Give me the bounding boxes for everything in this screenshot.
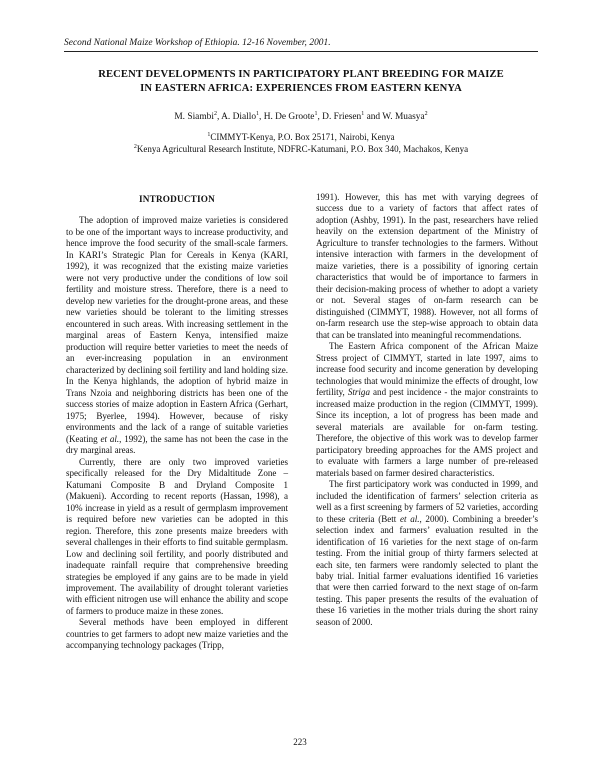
body-paragraph: Several methods have been employed in different countries to get farmers to adopt new maize varieties and the accompanying technology packages (Tripp, [66, 617, 288, 651]
affiliation-line [64, 144, 538, 156]
author-affiliation-marker: 2 [213, 110, 217, 117]
body-paragraph: 1991). However, this has met with varying degrees of success due to a variety of factors that affect rates of adoption (Ashby, 1991). In the past, researchers have relied heavily on the extension department of the Ministry of Agriculture to transfer technologies to the farmers. Without intensive interaction with farmers in the development of maize varieties, there is a possibility of ignoring certain characteristics that would be of importance to farmers in their decision-making process of whether to adopt a variety or not. Several stages of on-farm research can be distinguished (CIMMYT, 1988). However, not all forms of on-farm research use the step-wise approach to obtain data that can be translated into meaningful recommendations. [316, 192, 538, 340]
author-name: M. Siambi [174, 112, 214, 122]
author-list: M. Siambi$^2$, A. Diallo$^1$, H. De Groote$^1$, D. Friesen$^1$ and W. Muasya$^2$ [174, 110, 428, 122]
affiliation-text: CIMMYT-Kenya, P.O. Box 25171, Nairobi, Kenya [210, 132, 395, 142]
body-paragraph: The Eastern Africa component of the African Maize Stress project of CIMMYT, started in late 1997, aims to increase food security and income generation by developing technologies that would minimize the effects of drought, low fertility, Striga and pest incidence - the major constraints to increased maize production in the region (CIMMYT, 1999). Since its inception, a lot of progress has been made and several materials are available for on-farm testing. Therefore, the objective of this work was to develop farmer participatory breeding approaches for the AMS project and to evaluate with farmers a large number of pre-released materials based on farmer desired characteristics. [316, 341, 538, 478]
author-affiliation-marker: 1 [256, 110, 260, 117]
header-rule [64, 51, 538, 52]
author-name: W. Muasya [382, 112, 425, 122]
affiliation-text: Kenya Agricultural Research Institute, NDFRC-Katumani, P.O. Box 340, Machakos, Kenya [136, 143, 469, 154]
running-header: Second National Maize Workshop of Ethiopia. 12-16 November, 2001. [64, 38, 331, 48]
affiliation-marker: 1 [207, 132, 211, 138]
affiliation-line [64, 132, 538, 144]
page-number: 223 [293, 737, 307, 747]
title-line-2: IN EASTERN AFRICA: EXPERIENCES FROM EASTERN KENYA [140, 82, 462, 94]
body-paragraph: The first participatory work was conducted in 1999, and included the identification of farmers’ selection criteria as well as a first screening by farmers of 52 varieties, according to these criteria (Bett et al., 2000). Combining a breeder’s selection index and farmers’ evaluation resulted in the identification of 16 varieties for the next stage of on-farm testing. From the initial group of thirty farmers selected at each site, ten farmers were randomly selected to plant the baby trial. Initial farmer evaluations identified 16 varieties that were then carried forward to the next stage of on-farm testing. This paper presents the results of the evaluation of these 16 varieties in the mother trials during the short rainy season of 2000. [316, 479, 539, 627]
affiliation-marker: 2 [133, 143, 137, 150]
section-heading-introduction: INTRODUCTION [139, 194, 215, 204]
author-name: D. Friesen [322, 112, 362, 122]
title-line-1: RECENT DEVELOPMENTS IN PARTICIPATORY PLANT BREEDING FOR MAIZE [98, 69, 504, 80]
author-affiliation-marker: 1 [314, 110, 318, 117]
author-name: H. De Groote [263, 112, 315, 122]
author-name: A. Diallo [221, 112, 257, 122]
right-column [316, 192, 538, 628]
author-affiliation-marker: 1 [361, 110, 365, 117]
affiliation-list [64, 132, 538, 156]
paper-title [64, 68, 538, 95]
author-affiliation-marker: 2 [424, 110, 428, 117]
body-paragraph: Currently, there are only two improved varieties specifically released for the Dry Midaltitude Zone – Katumani Composite B and Dryland Composite 1 (Makueni). According to recent reports (Hassan, 1998), a 10% increase in yield as a result of germplasm improvement is required before new varieties can be adopted in this region. Therefore, this zone presents maize breeders with several challenges in their efforts to find suitable germplasm. Low and declining soil fertility, and poorly distributed and inadequate rainfall require that comprehensive breeding strategies be employed if any gains are to be made in yield improvement. The availability of drought tolerant varieties with efficient nitrogen use will enhance the ability and scope of farmers to produce maize in these zones. [66, 456, 288, 616]
left-column [66, 192, 288, 652]
body-paragraph: The adoption of improved maize varieties is considered to be one of the important ways to increase productivity, and hence improve the food security of the small-scale farmers. In KARI’s Strategic Plan for Cereals in Kenya (KARI, 1992), it was recognized that the existing maize varieties were not very productive under the conditions of low soil fertility and moisture stress. Therefore, there is a need to develop new varieties for the drought-prone areas, and these new varieties should be tolerant to the limiting stresses encountered in such areas. With increasing settlement in the marginal areas of Eastern Kenya, intensified maize production will require better varieties to meet the needs of an ever-increasing population in an environment characterized by declining soil fertility and land holding size. In the Kenya highlands, the adoption of hybrid maize in Trans Nzoia and neighboring districts has been one of the success stories of maize adoption in Eastern Africa (Gerhart, 1975; Byerlee, 1994). However, because of risky environments and the lack of a range of suitable varieties (Keating et al., 1992), the same has not been the case in the dry marginal areas. [66, 215, 289, 456]
